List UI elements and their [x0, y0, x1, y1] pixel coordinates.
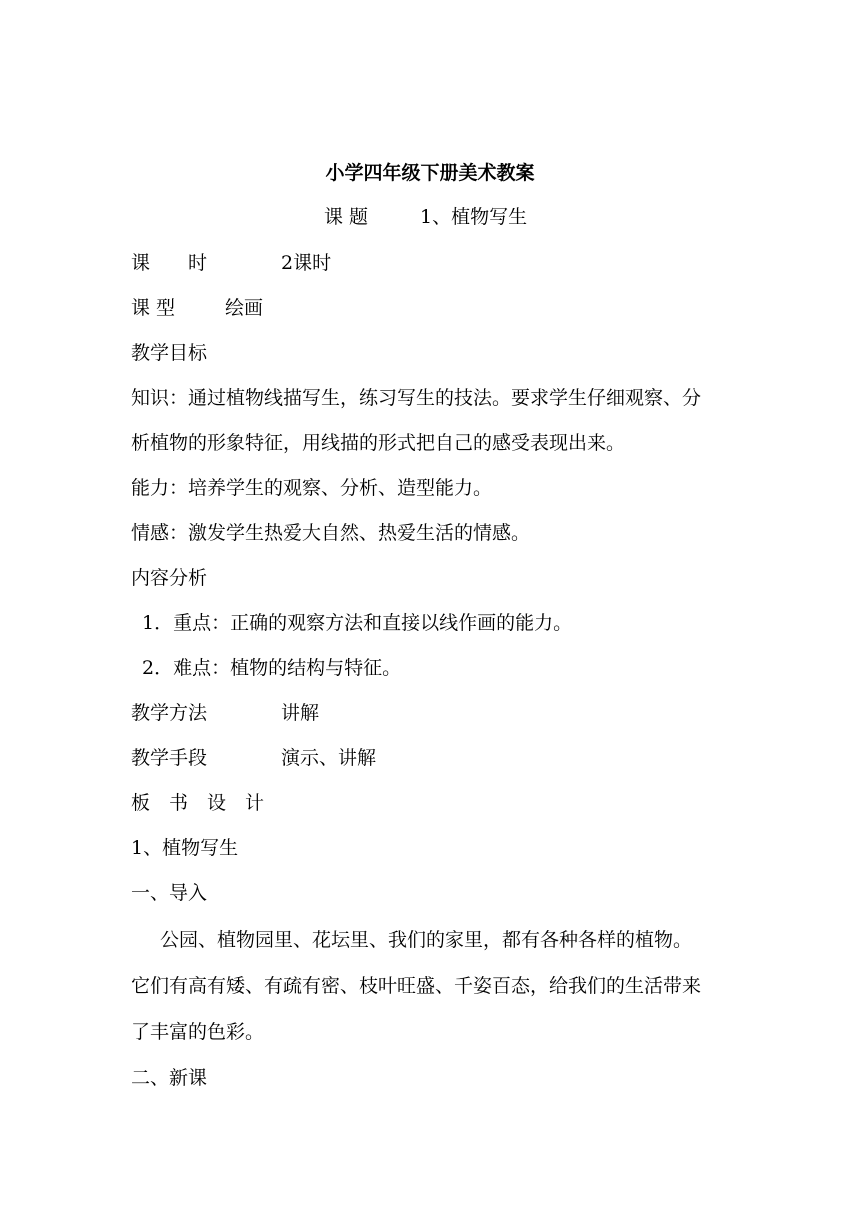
intro-paragraph-line-3: 了丰富的色彩。: [131, 1021, 265, 1043]
section-intro-heading: 一、导入: [131, 882, 208, 904]
board-heading: 板 书 设 计: [131, 792, 265, 814]
type-row: [131, 296, 263, 320]
means-label: 教学手段: [131, 747, 208, 769]
key-point: 1．重点：正确的观察方法和直接以线作画的能力。: [142, 612, 573, 634]
type-value: 绘画: [225, 297, 264, 319]
intro-paragraph-line-1: 公园、植物园里、花坛里、我们的家里，都有各种各样的植物。: [141, 929, 693, 951]
means-row: [131, 746, 376, 770]
period-label: 课 时: [131, 252, 208, 274]
objectives-heading: 教学目标: [131, 342, 208, 364]
subject-label: 课 题: [324, 206, 369, 228]
type-label: 课 型: [131, 297, 176, 319]
method-value: 讲解: [281, 702, 320, 724]
content-heading: 内容分析: [131, 567, 208, 589]
section-new-lesson-heading: 二、新课: [131, 1067, 208, 1089]
board-item: 1、植物写生: [131, 837, 239, 859]
knowledge-line-2: 析植物的形象特征，用线描的形式把自己的感受表现出来。: [131, 432, 626, 454]
means-value: 演示、讲解: [281, 747, 377, 769]
subject-row: [324, 205, 527, 229]
period-row: [131, 251, 331, 275]
method-row: [131, 701, 319, 725]
document-title: 小学四年级下册美术教案: [325, 162, 535, 184]
ability-line: 能力：培养学生的观察、分析、造型能力。: [131, 477, 493, 499]
difficult-point: 2．难点：植物的结构与特征。: [142, 657, 402, 679]
method-label: 教学方法: [131, 702, 208, 724]
subject-value: 1、植物写生: [420, 206, 528, 228]
period-value: 2课时: [281, 252, 332, 274]
knowledge-line-1: 知识：通过植物线描写生，练习写生的技法。要求学生仔细观察、分: [131, 387, 702, 409]
intro-paragraph-line-2: 它们有高有矮、有疏有密、枝叶旺盛、千姿百态，给我们的生活带来: [131, 975, 702, 997]
emotion-line: 情感：激发学生热爱大自然、热爱生活的情感。: [131, 522, 531, 544]
